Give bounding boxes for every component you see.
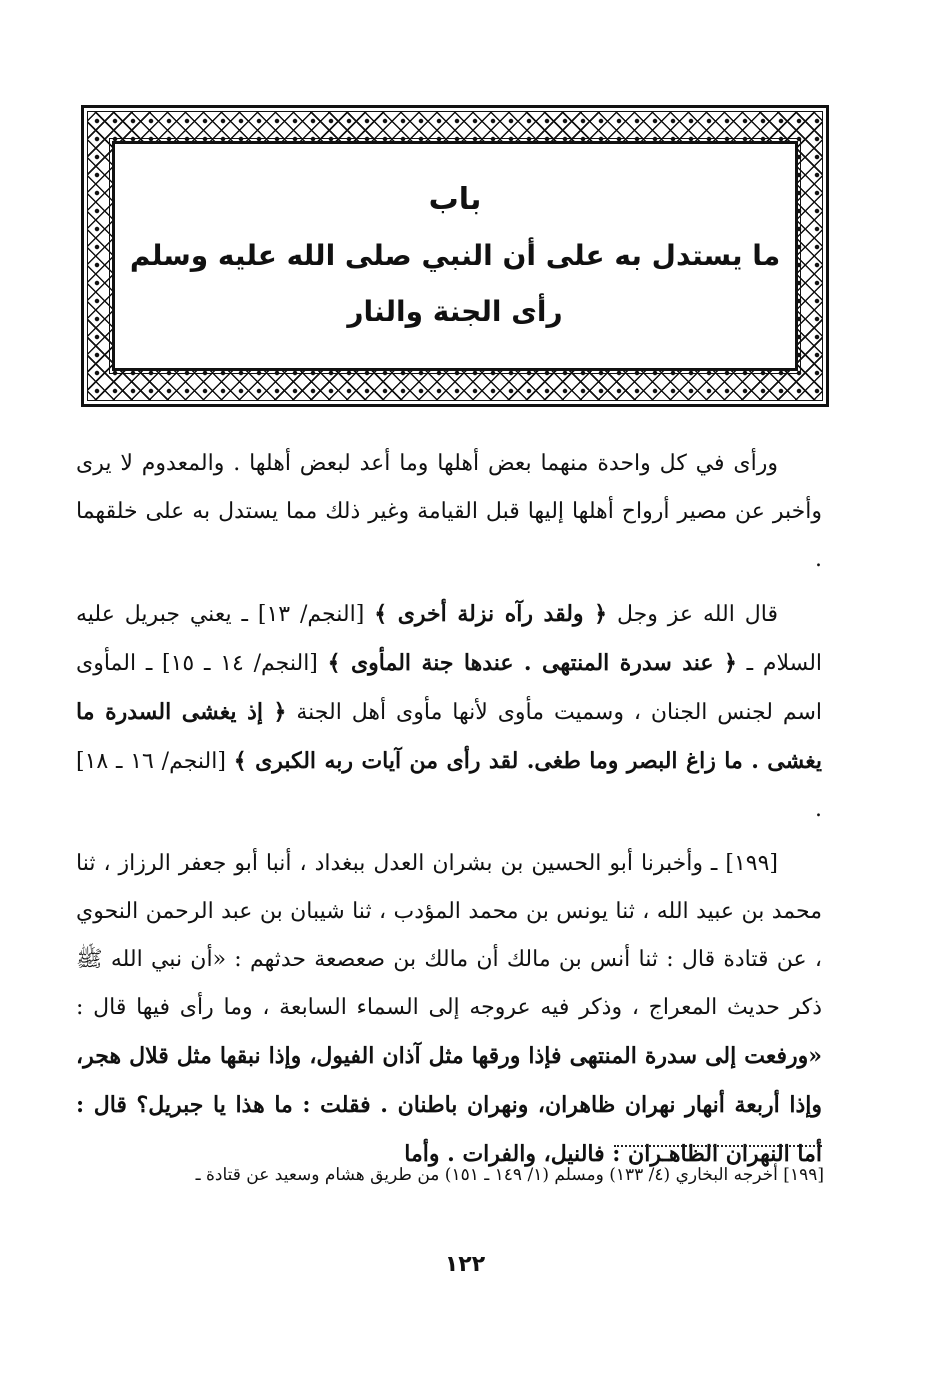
p2-text: قال الله عز وجل <box>607 602 778 627</box>
paragraph-2 <box>76 590 822 834</box>
p2-text: [النجم/ ١٤ ـ ١٥] ـ المأوى اسم لجنس الجنان ، وسميت مأوى لأنها مأوى أهل الجنة <box>76 651 823 725</box>
footnote-divider <box>614 1145 822 1147</box>
title-box <box>112 141 798 371</box>
footnote: [١٩٩] أخرجه البخاري (٤/ ١٣٣) ومسلم (١/ ١٤٩ ـ ١٥١) من طريق هشام وسعيد عن قتادة ـ <box>195 1165 824 1185</box>
paragraph-1: ورأى في كل واحدة منهما بعض أهلها وما أعد لبعض أهلها . والمعدوم لا يرى وأخبر عن مصير أرواح أهلها إليها قبل القيامة وغير ذلك مما يستدل به على خلقهما . <box>76 451 822 572</box>
quran-quote: ﴿ عند سدرة المنتهى . عندها جنة المأوى ﴾ <box>327 650 737 676</box>
chapter-title-line-2: رأى الجنة والنار <box>347 295 563 328</box>
quran-quote: ﴿ إذ يغشى السدرة ما يغشى . ما زاغ البصر وما طغى. لقد رأى من آيات ربه الكبرى ﴾ <box>76 699 823 774</box>
p2-text: [النجم/ ١٣] ـ يعني جبريل عليه السلام ـ <box>76 602 823 676</box>
main-text <box>76 440 822 1179</box>
chapter-title-line-1: ما يستدل به على أن النبي صلى الله عليه وسلم <box>129 239 781 272</box>
title-frame <box>81 105 829 407</box>
chapter-label: باب <box>428 182 482 217</box>
hadith-text: «ورفعت إلى سدرة المنتهى فإذا ورقها مثل آذان الفيول، وإذا نبقها مثل قلال هجر، وإذا أربعة أنهار نهران ظاهران، ونهران باطنان . فقلت : ما هذا يا جبريل؟ قال : أما النهران الظاهـران : فالنيل، والفرات . وأما <box>76 1043 822 1167</box>
hadith-chain: [١٩٩] ـ وأخبرنا أبو الحسين بن بشران العدل ببغداد ، أنبا أبو جعفر الرزاز ، ثنا محمد بن عبيد الله ، ثنا يونس بن محمد المؤدب ، ثنا شيبان بن عبد الرحمن النحوي ، عن قتادة قال : ثنا أنس بن مالك أن مالك بن صعصعة حدثهم : «أن نبي الله ﷺ ذكر حديث المعراج ، وذكر فيه عروجه إلى السماء السابعة ، وما رأى فيها قال : <box>76 851 822 1020</box>
paragraph-3 <box>76 840 822 1179</box>
page-number: ١٢٢ <box>444 1252 486 1277</box>
quran-quote: ﴿ ولقد رآه نزلة أخرى ﴾ <box>374 601 608 627</box>
p2-text: [النجم/ ١٦ ـ ١٨] . <box>76 749 822 822</box>
